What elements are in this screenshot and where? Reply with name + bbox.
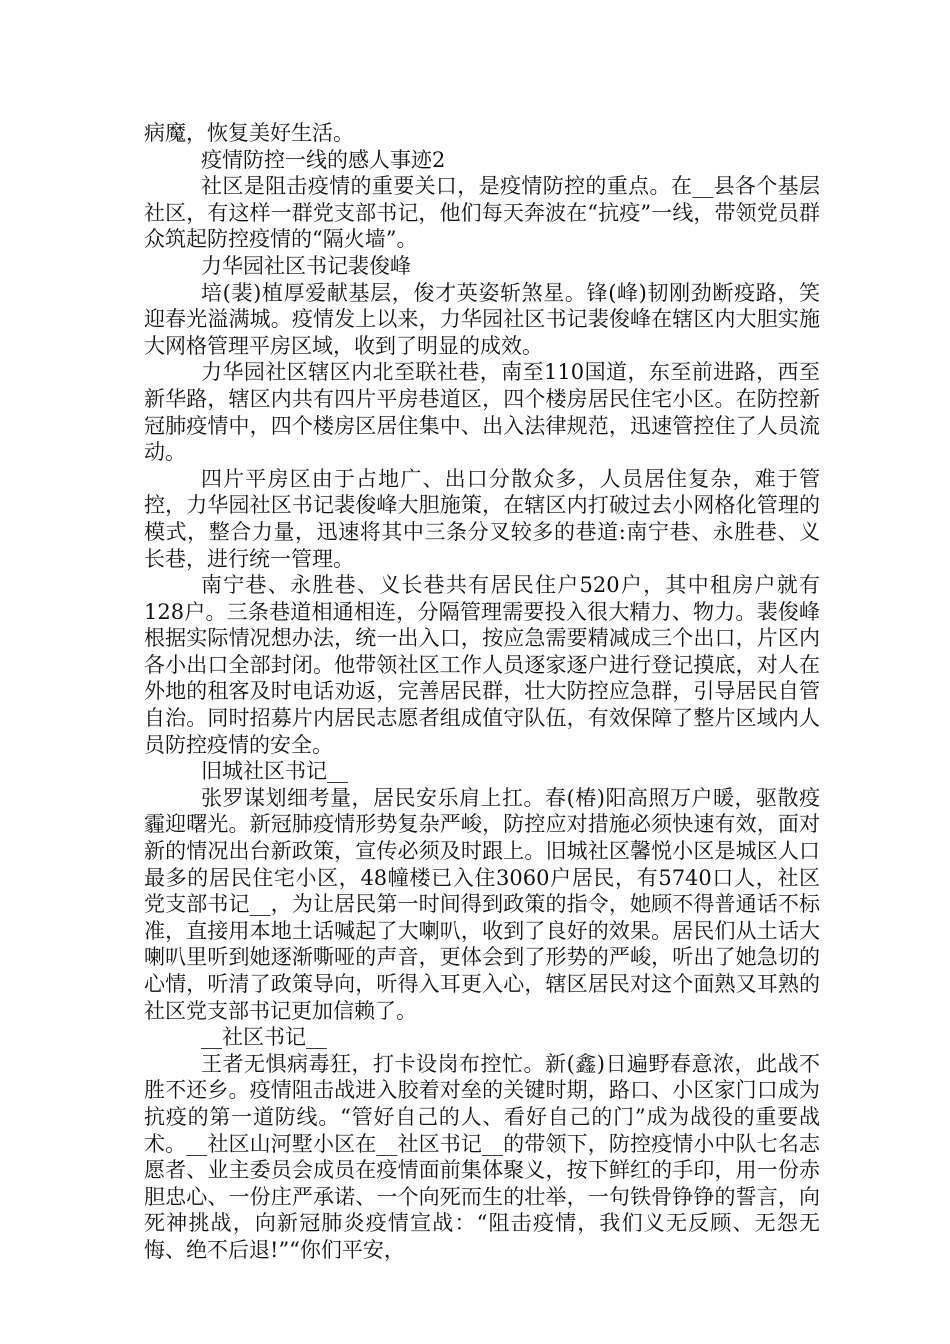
paragraph: 培(裴)植厚爱献基层，俊才英姿斩煞星。锋(峰)韧刚劲断疫路，笑迎春光溢满城。疫情发上以来，力华园社区书记裴俊峰在辖区内大胆实施大网格管理平房区域，收到了明显的成效。 bbox=[144, 280, 820, 358]
document-page bbox=[144, 120, 820, 1264]
paragraph: 力华园社区辖区内北至联社巷，南至110国道，东至前进路，西至新华路，辖区内共有四片平房巷道区，四个楼房居民住宅小区。在防控新冠肺疫情中，四个楼房区居住集中、出入法律规范，迅速管控住了人员流动。 bbox=[144, 360, 820, 465]
paragraph: 四片平房区由于占地广、出口分散众多，人员居住复杂，难于管控，力华园社区书记裴俊峰大胆施策，在辖区内打破过去小网格化管理的模式，整合力量，迅速将其中三条分叉较多的巷道:南宁巷、永胜巷、义长巷，进行统一管理。 bbox=[144, 466, 820, 571]
text-line: 病魔，恢复美好生活。 bbox=[144, 121, 354, 145]
section-heading: 旧城社区书记__ bbox=[201, 759, 348, 784]
paragraph: 社区是阻击疫情的重要关口，是疫情防控的重点。在__县各个基层社区，有这样一群党支部书记，他们每天奔波在“抗疫”一线，带领党员群众筑起防控疫情的“隔火墙”。 bbox=[144, 174, 820, 252]
paragraph: 南宁巷、永胜巷、义长巷共有居民住户520户，其中租房户就有128户。三条巷道相通相连，分隔管理需要投入很大精力、物力。裴俊峰根据实际情况想办法，统一出入口，按应急需要精减成三个出口，片区内各小出口全部封闭。他带领社区工作人员逐家逐户进行登记摸底，对人在外地的租客及时电话劝返，完善居民群，壮大防控应急群，引导居民自管自治。同时招募片内居民志愿者组成值守队伍，有效保障了整片区域内人员防控疫情的安全。 bbox=[144, 573, 820, 757]
section-heading: 疫情防控一线的感人事迹2 bbox=[201, 147, 446, 172]
section-heading: 力华园社区书记裴俊峰 bbox=[201, 253, 411, 278]
paragraph: 张罗谋划细考量，居民安乐肩上扛。春(椿)阳高照万户暖，驱散疫霾迎曙光。新冠肺疫情形势复杂严峻，防控应对措施必须快速有效，面对新的情况出台新政策，宣传必须及时跟上。旧城社区馨悦小区是城区人口最多的居民住宅小区，48幢楼已入住3060户居民，有5740口人，社区党支部书记__，为让居民第一时间得到政策的指令，她顾不得普通话不标准，直接用本地土话喊起了大喇叭，收到了良好的效果。居民们从土话大喇叭里听到她逐渐嘶哑的声音，更体会到了形势的严峻，听出了她急切的心情，听清了政策导向，听得入耳更入心，辖区居民对这个面熟又耳熟的社区党支部书记更加信赖了。 bbox=[144, 785, 820, 1023]
section-heading: __社区书记__ bbox=[201, 1025, 327, 1050]
paragraph: 王者无惧病毒狂，打卡设岗布控忙。新(鑫)日遍野春意浓，此战不胜不还乡。疫情阻击战进入胶着对垒的关键时期，路口、小区家门口成为抗疫的第一道防线。“管好自己的人、看好自己的门”成为战役的重要战术。__社区山河墅小区在__社区书记__的带领下，防控疫情小中队七名志愿者、业主委员会成员在疫情面前集体聚义，按下鲜红的手印，用一份赤胆忠心、一份庄严承诺、一个向死而生的壮举，一句铁骨铮铮的誓言，向死神挑战，向新冠肺炎疫情宣战：“阻击疫情，我们义无反顾、无怨无悔、绝不后退!”“你们平安， bbox=[144, 1051, 820, 1262]
